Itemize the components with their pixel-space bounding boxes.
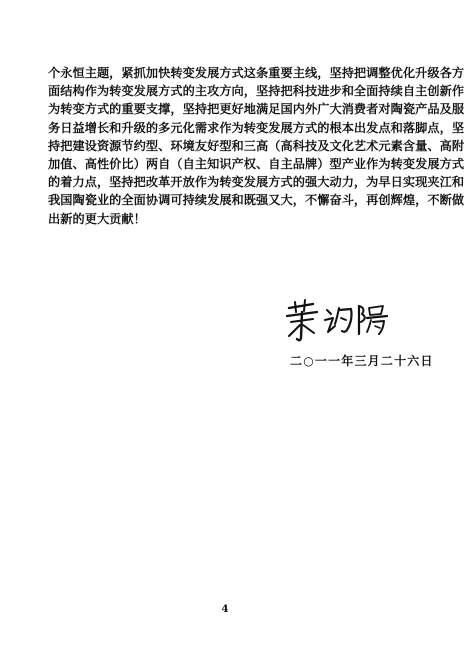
page-number: 4 xyxy=(221,604,229,615)
body-line: 务日益增长和升级的多元化需求作为转变发展方式的根本出发点和落脚点，坚 xyxy=(48,120,464,135)
body-line: 的着力点，坚持把改革开放作为转变发展方式的强大动力，为早日实现夹江和 xyxy=(48,175,464,190)
body-line: 面结构作为转变发展方式的主攻方向，坚持把科技进步和全面持续自主创新作 xyxy=(48,84,464,99)
body-line: 加值、高性价比）两自（自主知识产权、自主品牌）型产业作为转变发展方式 xyxy=(48,157,464,172)
handwritten-signature xyxy=(283,298,393,344)
body-line: 个永恒主题，紧抓加快转变发展方式这条重要主线，坚持把调整优化升级各方 xyxy=(48,66,464,80)
body-line: 为转变方式的重要支撑，坚持把更好地满足国内外广大消费者对陶瓷产品及服 xyxy=(48,102,464,117)
body-line: 出新的更大贡献！ xyxy=(48,211,146,226)
body-line: 我国陶瓷业的全面协调可持续发展和既强又大，不懈奋斗，再创辉煌，不断做 xyxy=(48,193,464,208)
body-line: 持把建设资源节约型、环境友好型和三高（高科技及文化艺术元素含量、高附 xyxy=(48,138,464,153)
body-text xyxy=(48,64,464,228)
document-date: 二○一一年三月二十六日 xyxy=(290,354,434,368)
